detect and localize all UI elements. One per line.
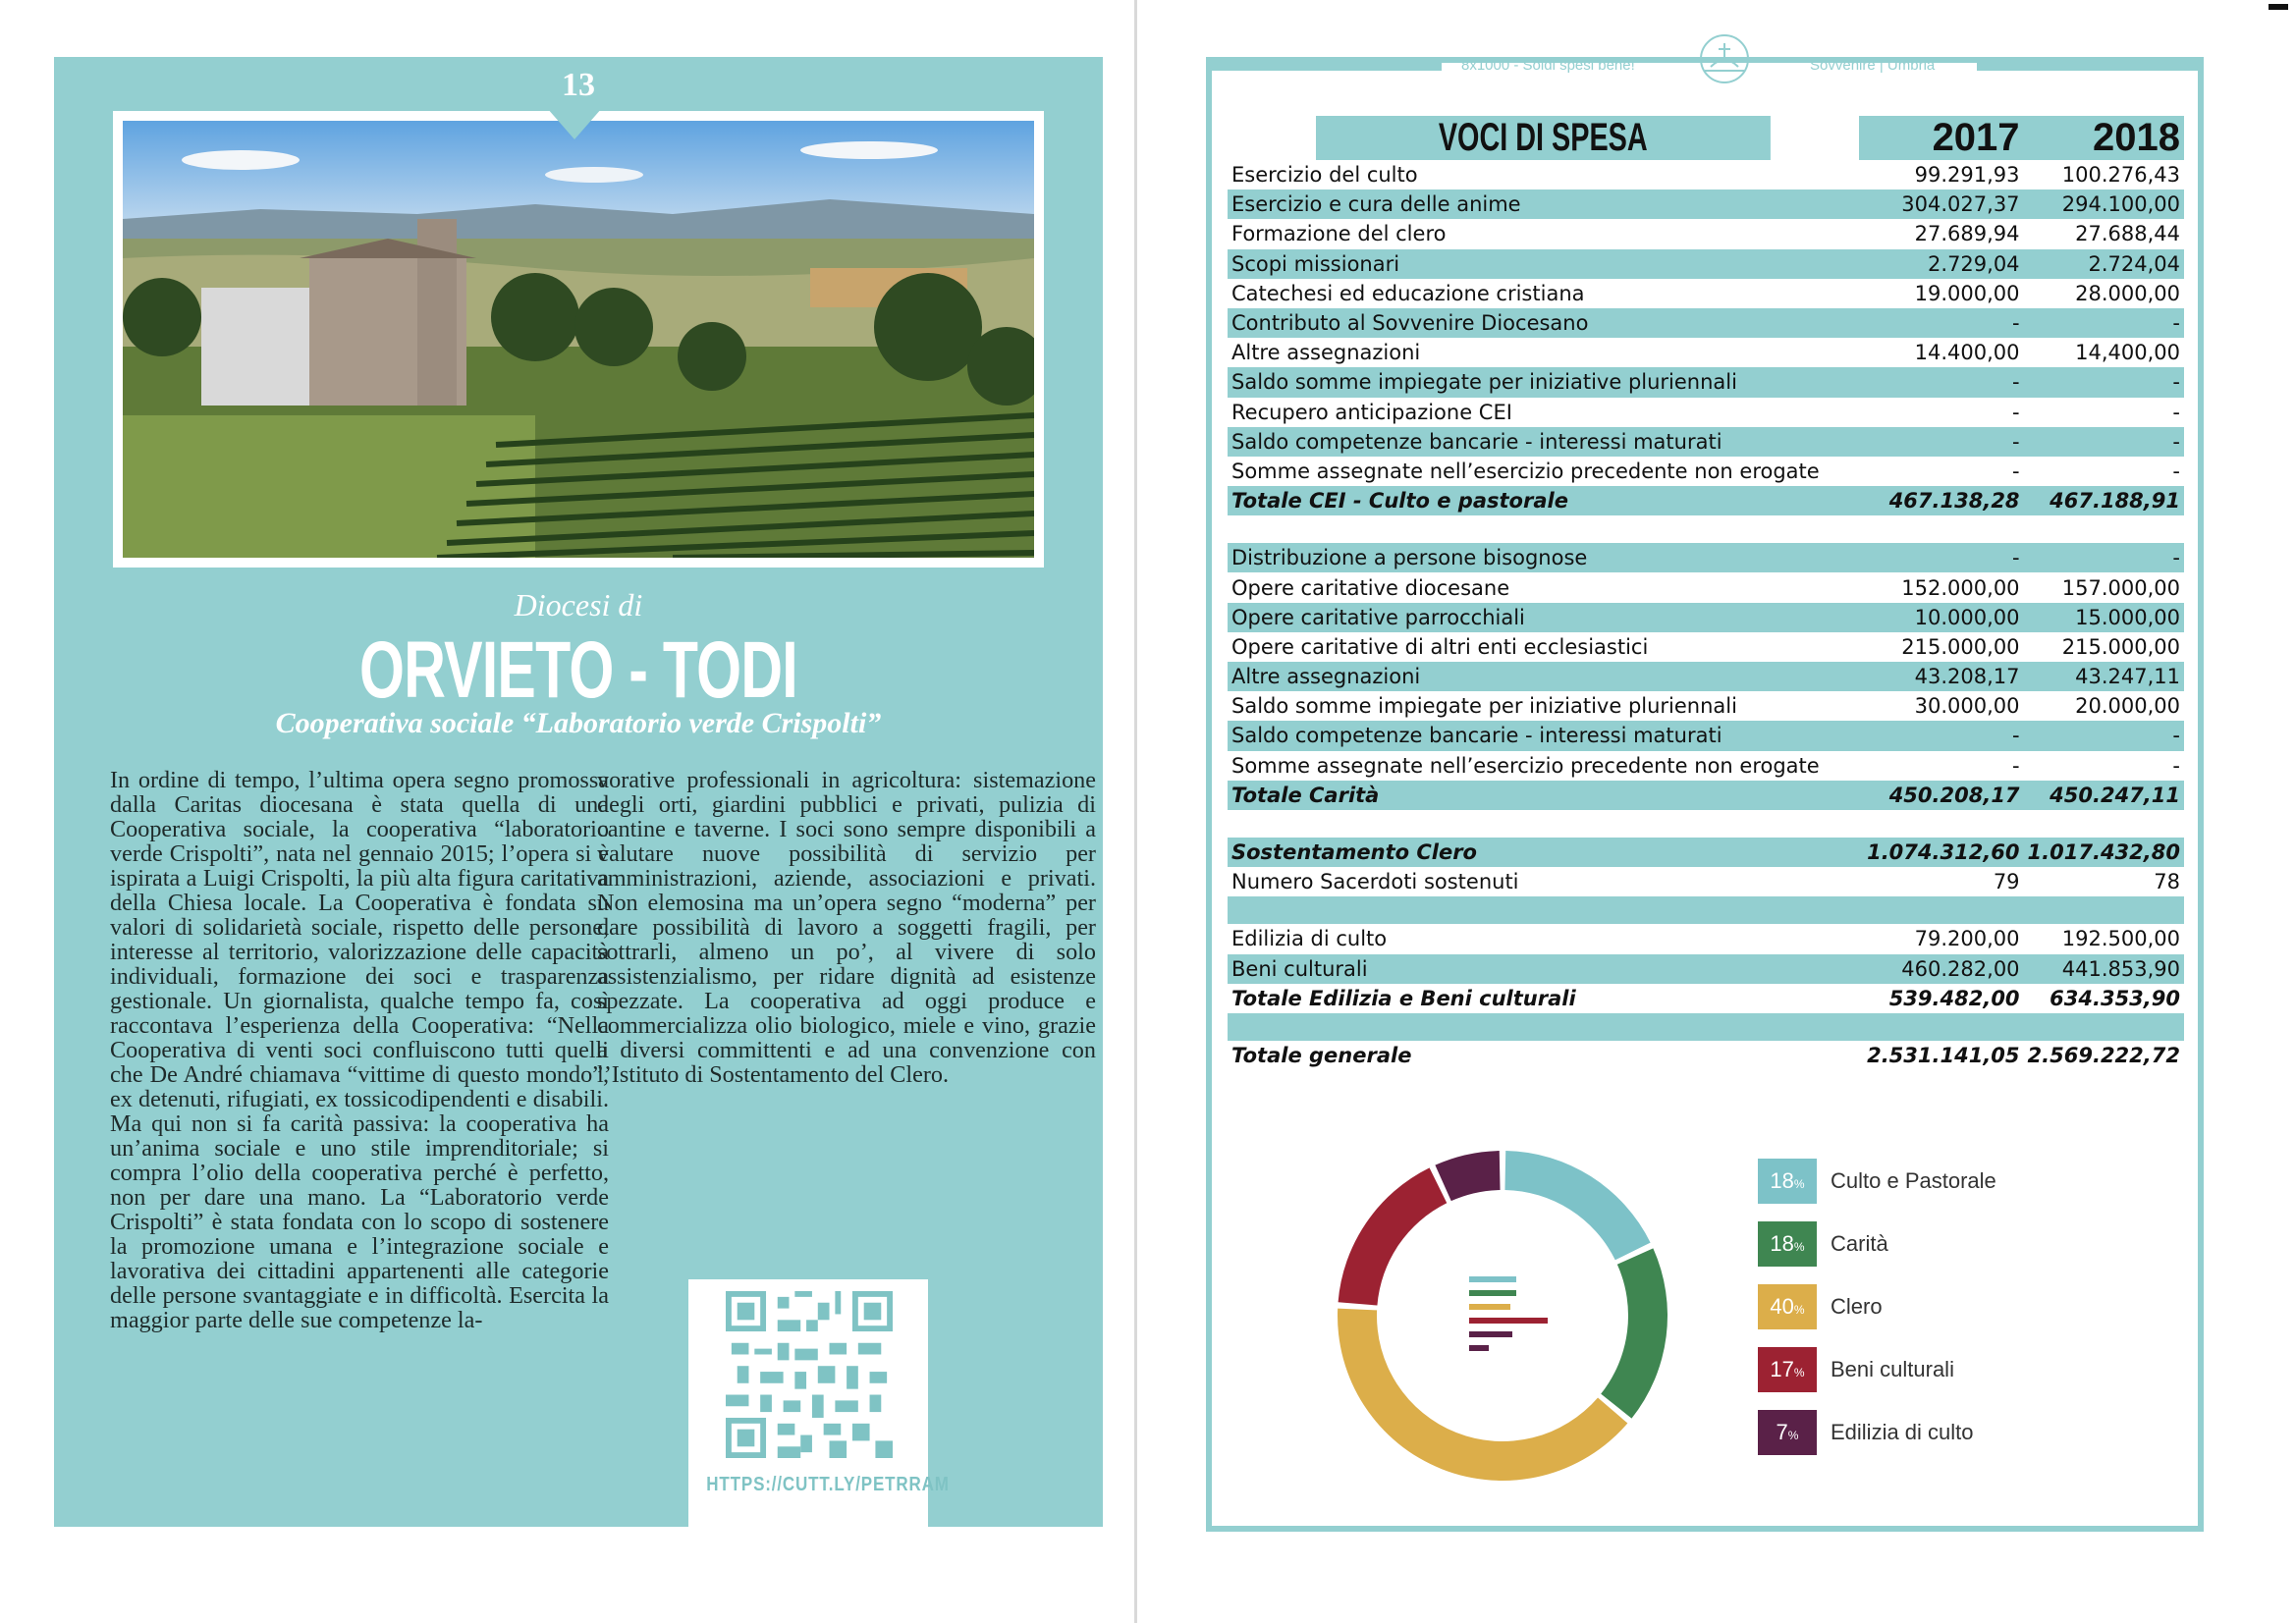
legend-percent-unit: % <box>1793 1303 1805 1317</box>
qr-url[interactable]: HTTPS://CUTT.LY/PETRRAM <box>706 1474 950 1495</box>
qr-code-box[interactable] <box>688 1279 950 1527</box>
row-label: Totale Edilizia e Beni culturali <box>1231 986 1576 1010</box>
table-row <box>1228 603 2184 632</box>
row-label: Beni culturali <box>1228 954 1859 984</box>
header-line-left <box>1206 61 1442 71</box>
value-2017: 467.138,28 <box>1859 486 2024 515</box>
table-row <box>1228 867 2184 896</box>
value-2018: 20.000,00 <box>2075 694 2180 719</box>
scan-mark <box>2269 4 2288 10</box>
photo-notch <box>547 108 602 139</box>
value-2018: - <box>2172 753 2180 778</box>
row-label: Totale Carità <box>1228 781 1859 810</box>
legend-label: Beni culturali <box>1831 1357 1954 1381</box>
legend-swatch <box>1758 1159 1817 1204</box>
page-number: 13 <box>562 67 595 103</box>
value-2017: 152.000,00 <box>1901 575 2020 600</box>
value-2018: - <box>2172 459 2180 483</box>
spacer-row <box>1228 1013 2184 1041</box>
row-label: Opere caritative di altri enti ecclesiastici <box>1231 634 1649 659</box>
article-column-1: In ordine di tempo, l’ultima opera segno promossa dalla Caritas diocesana è stata quella di una Cooperativa sociale, la cooperativa “laboratorio verde Crispolti”, nata nel gennaio 2015; l’opera si è ispirata a Luigi Crispolti, la più alta figura caritativa della Chiesa locale. La Cooperativa è fondata su valori di solidarietà sociale, rispetto delle persone, interesse al territorio, valorizzazione delle capacità individuali, formazione dei soci e trasparenza gestionale. Un giornalista, qualche tempo fa, così raccontava l’esperienza della Cooperativa: “Nella Cooperativa di venti soci confluiscono tutti quelli che De André chiamava “vittime di questo mondo”, ex detenuti, rifugiati, ex tossicodipendenti e disabili. Ma qui non si fa carità passiva: la cooperativa ha un’anima sociale e uno stile imprenditoriale; si compra l’olio della cooperativa perché è perfetto, non per dare una mano. La “Laboratorio verde Crispolti” è stata fondata con lo scopo di sostenere la promozione umana e l’integrazione sociale e lavorativa dei cittadini appartenenti alle categorie delle persone svantaggiate e in difficoltà. Esercita la maggior parte delle sue competenze la- <box>110 767 609 1333</box>
value-2017: 27.689,94 <box>1914 222 2020 246</box>
value-2018: 192.500,00 <box>2061 927 2180 951</box>
value-2018: 28.000,00 <box>2075 281 2180 305</box>
diocese-prefix: Diocesi di <box>514 587 643 622</box>
row-label: Esercizio e cura delle anime <box>1228 189 1859 219</box>
row-label: Totale generale <box>1231 1043 1412 1067</box>
value-2017: 450.208,17 <box>1859 781 2024 810</box>
row-label: Saldo somme impiegate per iniziative pluriennali <box>1231 694 1737 719</box>
center-bar-icon <box>1469 1304 1510 1310</box>
row-label: Catechesi ed educazione cristiana <box>1231 281 1585 305</box>
row-label: Somme assegnate nell’esercizio precedente non erogate <box>1231 753 1820 778</box>
row-label: Formazione del clero <box>1231 222 1447 246</box>
value-2018: 634.353,90 <box>2050 986 2180 1010</box>
value-2017: 99.291,93 <box>1914 163 2020 188</box>
value-2017 <box>1859 896 2024 924</box>
value-2018 <box>2024 896 2184 924</box>
value-2018: 43.247,11 <box>2024 662 2184 691</box>
value-2017: - <box>1859 721 2024 750</box>
photo-frame <box>113 111 1044 568</box>
value-2017: 79 <box>1993 870 2020 894</box>
value-2018: 15.000,00 <box>2024 603 2184 632</box>
row-label: Saldo competenze bancarie - interessi maturati <box>1228 427 1859 457</box>
table-row <box>1228 662 2184 691</box>
center-bar-icon <box>1469 1290 1516 1296</box>
page-header <box>1206 57 2204 116</box>
spacer-row <box>1228 896 2184 924</box>
legend-percent: 7 <box>1776 1420 1788 1444</box>
table-row <box>1228 721 2184 750</box>
table-row <box>1228 543 2184 572</box>
value-2018: - <box>2172 400 2180 424</box>
table-row <box>1228 691 2184 721</box>
landscape-photo <box>123 121 1034 558</box>
table-row <box>1228 308 2184 338</box>
row-label: Distribuzione a persone bisognose <box>1228 543 1859 572</box>
center-bar-icon <box>1469 1276 1516 1282</box>
legend-swatch <box>1758 1284 1817 1329</box>
total-row <box>1228 486 2184 515</box>
value-2017: - <box>1859 427 2024 457</box>
value-2017: 30.000,00 <box>1914 694 2020 719</box>
table-row <box>1228 457 2184 486</box>
table-row <box>1228 279 2184 308</box>
legend-swatch <box>1758 1221 1817 1267</box>
header-line-right <box>1977 61 2203 71</box>
spacer-row <box>1228 810 2184 838</box>
row-label: Opere caritative parrocchiali <box>1228 603 1859 632</box>
row-label: Totale CEI - Culto e pastorale <box>1228 486 1859 515</box>
row-label <box>1228 515 1859 543</box>
total-row <box>1228 838 2184 867</box>
legend-percent: 18 <box>1770 1168 1794 1193</box>
row-label <box>1228 896 1859 924</box>
donut-slice <box>1504 1151 1650 1260</box>
table-row <box>1228 572 2184 602</box>
donut-slice <box>1339 1167 1448 1305</box>
legend-percent-unit: % <box>1793 1177 1805 1191</box>
legend-label: Clero <box>1831 1294 1883 1319</box>
value-2017: - <box>2011 459 2020 483</box>
diocese-title: ORVIETO - TODI <box>359 625 797 715</box>
table-row <box>1228 160 2184 189</box>
value-2017 <box>1859 810 2024 838</box>
legend-swatch <box>1758 1347 1817 1392</box>
header-brand: Sovvenire | Umbria <box>1810 57 1936 74</box>
row-label: Numero Sacerdoti sostenuti <box>1231 870 1519 894</box>
legend-percent: 17 <box>1770 1357 1794 1381</box>
center-bar-icon <box>1469 1331 1512 1337</box>
row-label: Recupero anticipazione CEI <box>1231 400 1512 424</box>
value-2017: 2.729,04 <box>1859 249 2024 279</box>
value-2018: 157.000,00 <box>2061 575 2180 600</box>
value-2018: - <box>2024 721 2184 750</box>
total-row <box>1228 984 2184 1013</box>
value-2017: 14.400,00 <box>1914 341 2020 365</box>
row-label: Contributo al Sovvenire Diocesano <box>1228 308 1859 338</box>
landscape-illustration <box>123 121 1034 558</box>
header-label: VOCI DI SPESA <box>1316 116 1771 160</box>
row-label: Somme assegnate nell’esercizio precedente non erogate <box>1231 459 1820 483</box>
value-2018: 215.000,00 <box>2061 634 2180 659</box>
value-2017: 1.074.312,60 <box>1859 838 2024 867</box>
table-row <box>1228 338 2184 367</box>
value-2017: 10.000,00 <box>1859 603 2024 632</box>
value-2017: - <box>1859 308 2024 338</box>
value-2018 <box>2024 515 2184 543</box>
header-year-2017: 2017 <box>1859 116 2024 160</box>
value-2018: 441.853,90 <box>2024 954 2184 984</box>
cooperative-subtitle: Cooperativa sociale “Laboratorio verde Crispolti” <box>275 707 882 739</box>
table-header-row <box>1228 116 2184 160</box>
row-label: Altre assegnazioni <box>1231 341 1421 365</box>
header-year-2018: 2018 <box>2024 116 2184 160</box>
article-column-2: vorative professionali in agricoltura: sistemazione degli orti, giardini pubblici e privati, pulizia di cantine e taverne. I soci sono sempre disponibili a valutare nuove possibilità di servizio per amministrazioni, aziende, associazioni e privati. Non elemosina ma un’opera segno “moderna” per dare possibilità di lavoro a soggetti fragili, per sottrarli, almeno un po’, al vivere di solo assistenzialismo, per ridare dignità ad esistenze spezzate. La cooperativa ad oggi produce e commercializza olio biologico, miele e vino, grazie a diversi committenti e ad una convenzione con l’Istituto di Sostentamento del Clero. <box>597 767 1096 1088</box>
value-2018: - <box>2024 308 2184 338</box>
value-2018: 27.688,44 <box>2075 222 2180 246</box>
row-label <box>1228 810 1859 838</box>
value-2018: 2.569.222,72 <box>2027 1043 2180 1067</box>
table-row <box>1228 751 2184 781</box>
church-logo-icon <box>1697 31 1752 86</box>
row-label: Edilizia di culto <box>1231 927 1388 951</box>
row-label: Saldo somme impiegate per iniziative pluriennali <box>1228 367 1859 397</box>
value-2018: - <box>2024 427 2184 457</box>
value-2017: - <box>2011 753 2020 778</box>
header-slogan: 8x1000 - Soldi spesi bene! <box>1461 57 1635 74</box>
value-2017: 19.000,00 <box>1914 281 2020 305</box>
value-2018: 100.276,43 <box>2061 163 2180 188</box>
legend-percent: 40 <box>1770 1294 1794 1319</box>
value-2017 <box>1859 515 2024 543</box>
row-label: Sostentamento Clero <box>1228 838 1859 867</box>
row-label <box>1228 1013 1859 1041</box>
left-page <box>54 57 1103 1527</box>
value-2018: - <box>2024 367 2184 397</box>
legend-label: Carità <box>1831 1231 1888 1256</box>
table-row <box>1228 632 2184 662</box>
legend-percent-unit: % <box>1793 1366 1805 1380</box>
value-2018: 78 <box>2154 870 2180 894</box>
table-row <box>1228 924 2184 953</box>
value-2018: - <box>2024 543 2184 572</box>
center-bar-icon <box>1469 1345 1489 1351</box>
legend-swatch <box>1758 1410 1817 1455</box>
table-row <box>1228 219 2184 248</box>
value-2017: 79.200,00 <box>1914 927 2020 951</box>
total-row <box>1228 1041 2184 1070</box>
legend-percent-unit: % <box>1793 1240 1805 1254</box>
row-label: Altre assegnazioni <box>1228 662 1859 691</box>
value-2017: 460.282,00 <box>1859 954 2024 984</box>
value-2018 <box>2024 810 2184 838</box>
value-2017: 2.531.141,05 <box>1867 1043 2020 1067</box>
value-2017: 43.208,17 <box>1859 662 2024 691</box>
value-2018: 14,400,00 <box>2075 341 2180 365</box>
value-2018: 1.017.432,80 <box>2024 838 2184 867</box>
value-2018 <box>2024 1013 2184 1041</box>
table-row <box>1228 367 2184 397</box>
value-2017: - <box>1859 543 2024 572</box>
value-2017: 539.482,00 <box>1888 986 2020 1010</box>
spacer-row <box>1228 515 2184 543</box>
donut-slice <box>1601 1248 1667 1418</box>
expense-donut-chart <box>1336 1149 1669 1483</box>
value-2017: 304.027,37 <box>1859 189 2024 219</box>
value-2017: - <box>1859 367 2024 397</box>
row-label: Saldo competenze bancarie - interessi maturati <box>1228 721 1859 750</box>
page-fold <box>1134 0 1137 1623</box>
expense-table <box>1228 116 2184 1070</box>
row-label: Esercizio del culto <box>1231 163 1418 188</box>
value-2018: 450.247,11 <box>2024 781 2184 810</box>
legend-label: Edilizia di culto <box>1831 1420 1974 1444</box>
table-row <box>1228 427 2184 457</box>
legend-percent: 18 <box>1770 1231 1794 1256</box>
value-2017 <box>1859 1013 2024 1041</box>
value-2018: 467.188,91 <box>2024 486 2184 515</box>
table-row <box>1228 398 2184 427</box>
value-2018: 294.100,00 <box>2024 189 2184 219</box>
donut-slice <box>1435 1151 1500 1201</box>
legend-label: Culto e Pastorale <box>1831 1168 1996 1193</box>
table-row <box>1228 954 2184 984</box>
total-row <box>1228 781 2184 810</box>
center-bar-icon <box>1469 1318 1548 1324</box>
row-label: Opere caritative diocesane <box>1231 575 1510 600</box>
value-2018: 2.724,04 <box>2024 249 2184 279</box>
qr-code-icon <box>726 1291 893 1458</box>
legend-percent-unit: % <box>1787 1429 1799 1442</box>
row-label: Scopi missionari <box>1228 249 1859 279</box>
table-row <box>1228 189 2184 219</box>
value-2017: 215.000,00 <box>1901 634 2020 659</box>
value-2017: - <box>2011 400 2020 424</box>
table-row <box>1228 249 2184 279</box>
